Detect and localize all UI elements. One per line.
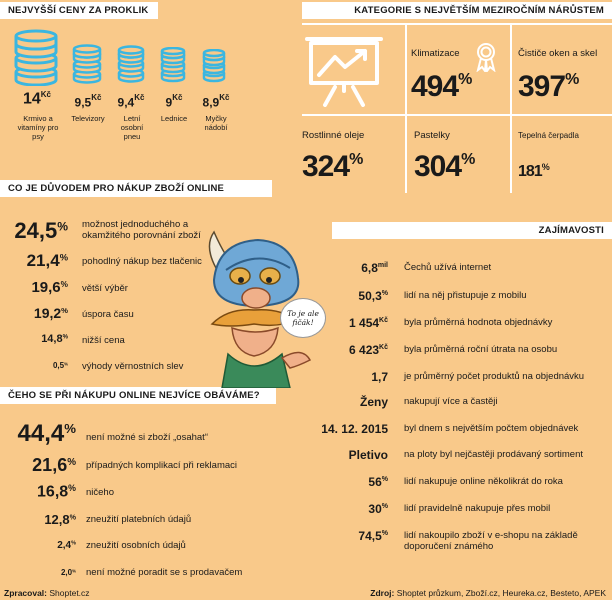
fact-text: je průměrný počet produktů na objednávku xyxy=(404,371,585,382)
coin-stack-icon xyxy=(160,47,186,83)
fact-text: lidí nakoupilo zboží v e-shopu na základě doporučení známého xyxy=(404,530,578,552)
coin-stack-icon xyxy=(72,44,102,84)
fact-text: lidí nakupuje online několikrát do roka xyxy=(404,476,563,487)
price-label: Myčky nádobí xyxy=(204,114,228,132)
header-fears: ČEHO SE PŘI NÁKUPU ONLINE NEJVÍCE OBÁVÁME? xyxy=(0,387,276,404)
price-label: Letní osobní pneu xyxy=(120,114,144,141)
award-rosette-icon xyxy=(474,42,498,72)
fact-value: 1,7 xyxy=(371,370,388,384)
fact-text: byla průměrná hodnota objednávky xyxy=(404,317,553,328)
reason-value: 21,4% xyxy=(26,251,68,270)
divider xyxy=(405,23,407,193)
category-value: 397% xyxy=(518,70,579,103)
price-value: $9,4^{Kč}$ xyxy=(117,93,145,110)
category-name: Čističe oken a skel xyxy=(518,48,598,59)
fact-text: lidí na něj přistupuje z mobilu xyxy=(404,290,527,301)
category-value: 494% xyxy=(411,70,472,103)
fear-value: 16,8% xyxy=(37,483,76,501)
fact-text: byla průměrná roční útrata na osobu xyxy=(404,344,558,355)
fear-value: 21,6% xyxy=(32,455,76,475)
fact-value: 6 $423^{Kč}$ xyxy=(349,343,388,357)
footer-credit: Zpracoval: Shoptet.cz xyxy=(4,588,90,598)
reason-value: 14,8% xyxy=(41,333,68,345)
reason-value: 0,5% xyxy=(52,361,68,370)
divider xyxy=(302,23,612,25)
reason-value: 19,6% xyxy=(31,279,68,296)
fact-value: Pletivo xyxy=(348,448,388,462)
header-categories: KATEGORIE S NEJVĚTŠÍM MEZIROČNÍM NÁRŮSTEM xyxy=(302,2,612,19)
fact-value: 1 $454^{Kč}$ xyxy=(349,316,388,330)
fact-value: 14. 12. 2015 xyxy=(321,422,388,436)
fear-value: 2,0% xyxy=(60,568,76,577)
fear-value: 2,4% xyxy=(57,540,76,551)
category-name: Klimatizace xyxy=(411,48,460,59)
reason-text: možnost jednoduchého a okamžitého porovnání zboží xyxy=(82,219,201,241)
reason-text: pohodlný nákup bez tlačenic xyxy=(82,256,202,267)
price-value: $14^{Kč}$ xyxy=(22,90,52,108)
category-name: Tepelná čerpadla xyxy=(518,131,579,140)
divider xyxy=(302,114,612,116)
fact-text: lidí pravidelně nakupuje přes mobil xyxy=(404,503,551,514)
header-facts: ZAJÍMAVOSTI xyxy=(332,222,612,239)
category-value: 304% xyxy=(414,150,475,183)
fact-value: 50,3% xyxy=(358,289,388,303)
reason-text: výhody věrnostních slev xyxy=(82,361,184,372)
presentation-chart-icon xyxy=(305,35,383,107)
fear-text: zneužití osobních údajů xyxy=(86,540,186,551)
coin-stack-icon xyxy=(202,49,226,83)
fear-text: ničeho xyxy=(86,487,114,498)
fact-value: 56% xyxy=(368,475,388,489)
reason-text: úspora času xyxy=(82,309,134,320)
price-label: Televizory xyxy=(71,114,105,123)
fear-text: případných komplikací při reklamaci xyxy=(86,460,238,471)
fact-value: Ženy xyxy=(359,395,388,409)
fear-value: 44,4% xyxy=(17,420,76,447)
coin-stack-icon xyxy=(12,28,60,86)
fact-value: $6,8^{mil}$ xyxy=(361,261,388,275)
speech-bubble: To je ale fičák! xyxy=(280,298,326,338)
price-label: Lednice xyxy=(160,114,188,123)
header-reasons: CO JE DŮVODEM PRO NÁKUP ZBOŽÍ ONLINE xyxy=(0,180,272,197)
price-value: $8,9^{Kč}$ xyxy=(202,93,230,110)
coin-stack-icon xyxy=(117,45,145,83)
divider xyxy=(510,23,512,193)
fear-text: není možné poradit se s prodavačem xyxy=(86,567,243,578)
category-name: Pastelky xyxy=(414,130,450,141)
reason-text: nižší cena xyxy=(82,335,125,346)
fact-text: na ploty byl nejčastěji prodávaný sortiment xyxy=(404,449,584,460)
fact-value: 30% xyxy=(368,502,388,516)
category-value: 181% xyxy=(518,162,549,180)
fact-text: nakupují více a častěji xyxy=(404,396,498,407)
fact-value: 74,5% xyxy=(358,529,388,543)
fear-value: 12,8% xyxy=(44,512,76,527)
category-name: Rostlinné oleje xyxy=(302,130,365,141)
fear-text: není možné si zboží „osahat“ xyxy=(86,432,208,443)
price-value: $9^{Kč}$ xyxy=(165,93,183,110)
reason-value: 24,5% xyxy=(14,218,68,243)
fear-text: zneužití platebních údajů xyxy=(86,514,192,525)
price-label: Krmivo a vitamíny pro psy xyxy=(17,114,59,141)
header-top-prices: NEJVYŠŠÍ CENY ZA PROKLIK xyxy=(0,2,158,19)
footer-source: Zdroj: Shoptet průzkum, Zboží.cz, Heureka.cz, Besteto, APEK xyxy=(370,588,606,598)
reason-text: větší výběr xyxy=(82,283,128,294)
fact-text: Čechů užívá internet xyxy=(404,262,492,273)
price-value: $9,5^{Kč}$ xyxy=(74,93,102,110)
category-value: 324% xyxy=(302,150,363,183)
fact-text: byl dnem s největším počtem objednávek xyxy=(404,423,579,434)
reason-value: 19,2% xyxy=(33,305,68,321)
